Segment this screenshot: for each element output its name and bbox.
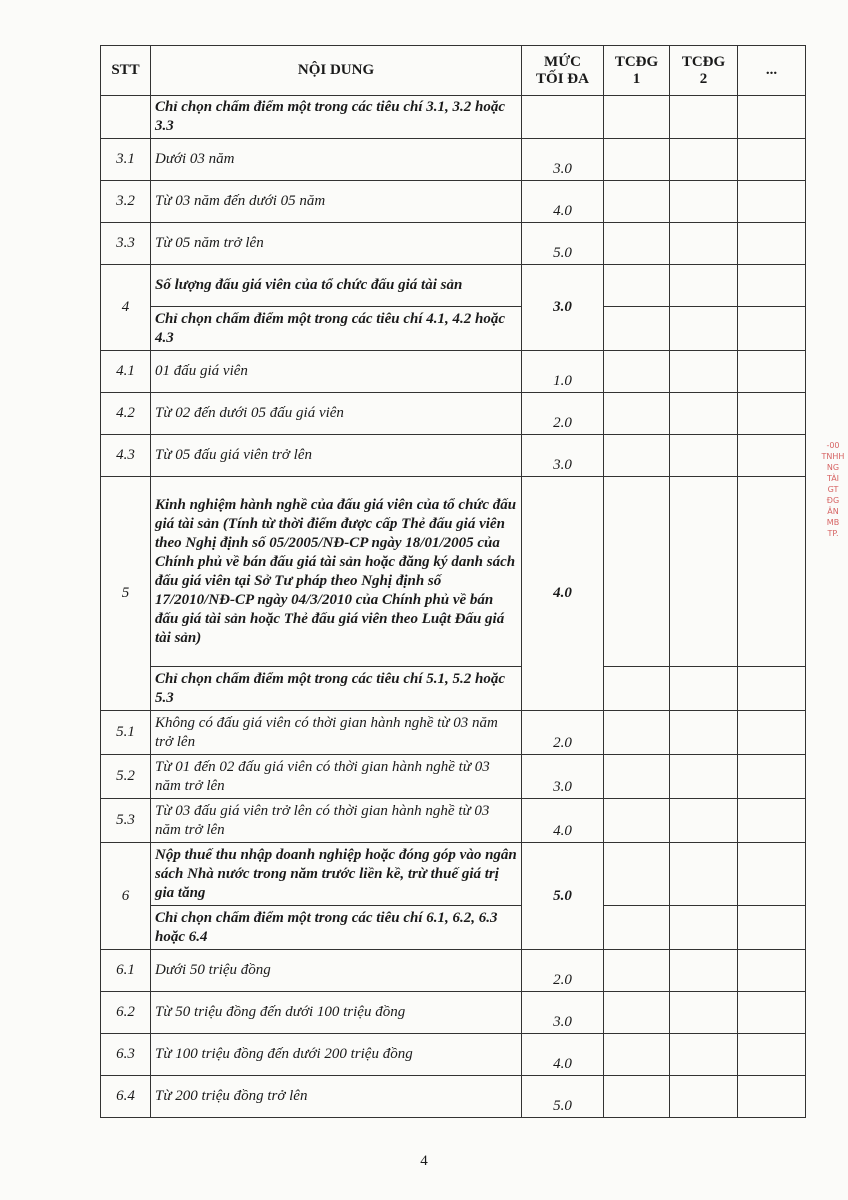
criteria-table [100,45,806,1118]
header-tcdg1: TCĐG 1 [604,46,670,96]
table-row [101,843,806,906]
table-row [101,223,806,265]
criterion-text: Từ 02 đến dưới 05 đấu giá viên [151,393,522,435]
table-row [101,1076,806,1118]
row-number: 4 [101,265,151,351]
max-score: 2.0 [522,393,604,435]
criterion-title: Nộp thuế thu nhập doanh nghiệp hoặc đóng góp vào ngân sách Nhà nước trong năm trước liền kề, trừ thuế giá trị gia tăng [151,843,522,906]
criterion-text: Từ 200 triệu đồng trở lên [151,1076,522,1118]
max-score: 5.0 [522,1076,604,1118]
criterion-text: Từ 05 đấu giá viên trở lên [151,435,522,477]
seal-stamp: -00 TNHH NG TÀI GT ĐG ÂN MB TP. [821,441,845,538]
criterion-note: Chỉ chọn chấm điểm một trong các tiêu chí 5.1, 5.2 hoặc 5.3 [151,667,522,711]
row-number: 5.1 [101,711,151,755]
max-score: 3.0 [522,992,604,1034]
table-row [101,307,806,351]
max-score: 3.0 [522,755,604,799]
table-row [101,950,806,992]
row-number: 4.2 [101,393,151,435]
table-row [101,711,806,755]
header-more: ... [738,46,806,96]
criterion-text: Dưới 03 năm [151,139,522,181]
max-score: 4.0 [522,1034,604,1076]
row-number: 4.1 [101,351,151,393]
row-number: 3.1 [101,139,151,181]
criterion-note: Chỉ chọn chấm điểm một trong các tiêu chí 3.1, 3.2 hoặc 3.3 [151,96,522,139]
header-max: MỨC TỐI ĐA [522,46,604,96]
criterion-title: Số lượng đấu giá viên của tổ chức đấu giá tài sản [151,265,522,307]
max-score: 4.0 [522,799,604,843]
table-row [101,755,806,799]
table-row [101,667,806,711]
header-tcdg2: TCĐG 2 [670,46,738,96]
table-row [101,435,806,477]
row-number: 3.2 [101,181,151,223]
row-number: 5 [101,477,151,711]
header-stt: STT [101,46,151,96]
max-score: 4.0 [522,181,604,223]
table-row [101,992,806,1034]
row-number: 6.4 [101,1076,151,1118]
criterion-text: Từ 01 đến 02 đấu giá viên có thời gian hành nghề từ 03 năm trở lên [151,755,522,799]
max-score: 3.0 [522,435,604,477]
table-row [101,181,806,223]
max-score: 5.0 [522,223,604,265]
row-number: 6.2 [101,992,151,1034]
table-row [101,799,806,843]
row-number: 5.2 [101,755,151,799]
criterion-text: Từ 50 triệu đồng đến dưới 100 triệu đồng [151,992,522,1034]
table-row [101,477,806,667]
table-row [101,96,806,139]
header-content: NỘI DUNG [151,46,522,96]
criterion-note: Chỉ chọn chấm điểm một trong các tiêu chí 4.1, 4.2 hoặc 4.3 [151,307,522,351]
page-number: 4 [420,1153,428,1169]
max-score: 5.0 [522,843,604,950]
row-number: 6.3 [101,1034,151,1076]
table-row [101,1034,806,1076]
criterion-text: Từ 03 đấu giá viên trở lên có thời gian hành nghề từ 03 năm trở lên [151,799,522,843]
max-score: 4.0 [522,477,604,711]
header-row [101,46,806,96]
row-number: 6 [101,843,151,950]
criterion-note: Chỉ chọn chấm điểm một trong các tiêu chí 6.1, 6.2, 6.3 hoặc 6.4 [151,906,522,950]
row-number: 5.3 [101,799,151,843]
criterion-text: Từ 03 năm đến dưới 05 năm [151,181,522,223]
criterion-text: Từ 05 năm trở lên [151,223,522,265]
criterion-text: 01 đấu giá viên [151,351,522,393]
criterion-text: Dưới 50 triệu đồng [151,950,522,992]
max-score: 2.0 [522,711,604,755]
max-score: 3.0 [522,265,604,351]
table-row [101,265,806,307]
row-number: 3.3 [101,223,151,265]
table-row [101,139,806,181]
criterion-text: Từ 100 triệu đồng đến dưới 200 triệu đồng [151,1034,522,1076]
criterion-title: Kinh nghiệm hành nghề của đấu giá viên của tổ chức đấu giá tài sản (Tính từ thời điểm được cấp Thẻ đấu giá viên theo Nghị định số 05/2005/NĐ-CP ngày 18/01/2005 của Chính phủ về bán đấu giá tài sản hoặc đăng ký danh sách đấu giá viên tại Sở Tư pháp theo Nghị định số 17/2010/NĐ-CP ngày 04/3/2010 của Chính phủ về bán đấu giá tài sản hoặc Thẻ đấu giá viên theo Luật Đấu giá tài sản) [151,477,522,667]
row-number: 4.3 [101,435,151,477]
table-row [101,393,806,435]
max-score: 2.0 [522,950,604,992]
criterion-text: Không có đấu giá viên có thời gian hành nghề từ 03 năm trở lên [151,711,522,755]
table-row [101,351,806,393]
table-row [101,906,806,950]
row-number: 6.1 [101,950,151,992]
max-score: 1.0 [522,351,604,393]
max-score: 3.0 [522,139,604,181]
